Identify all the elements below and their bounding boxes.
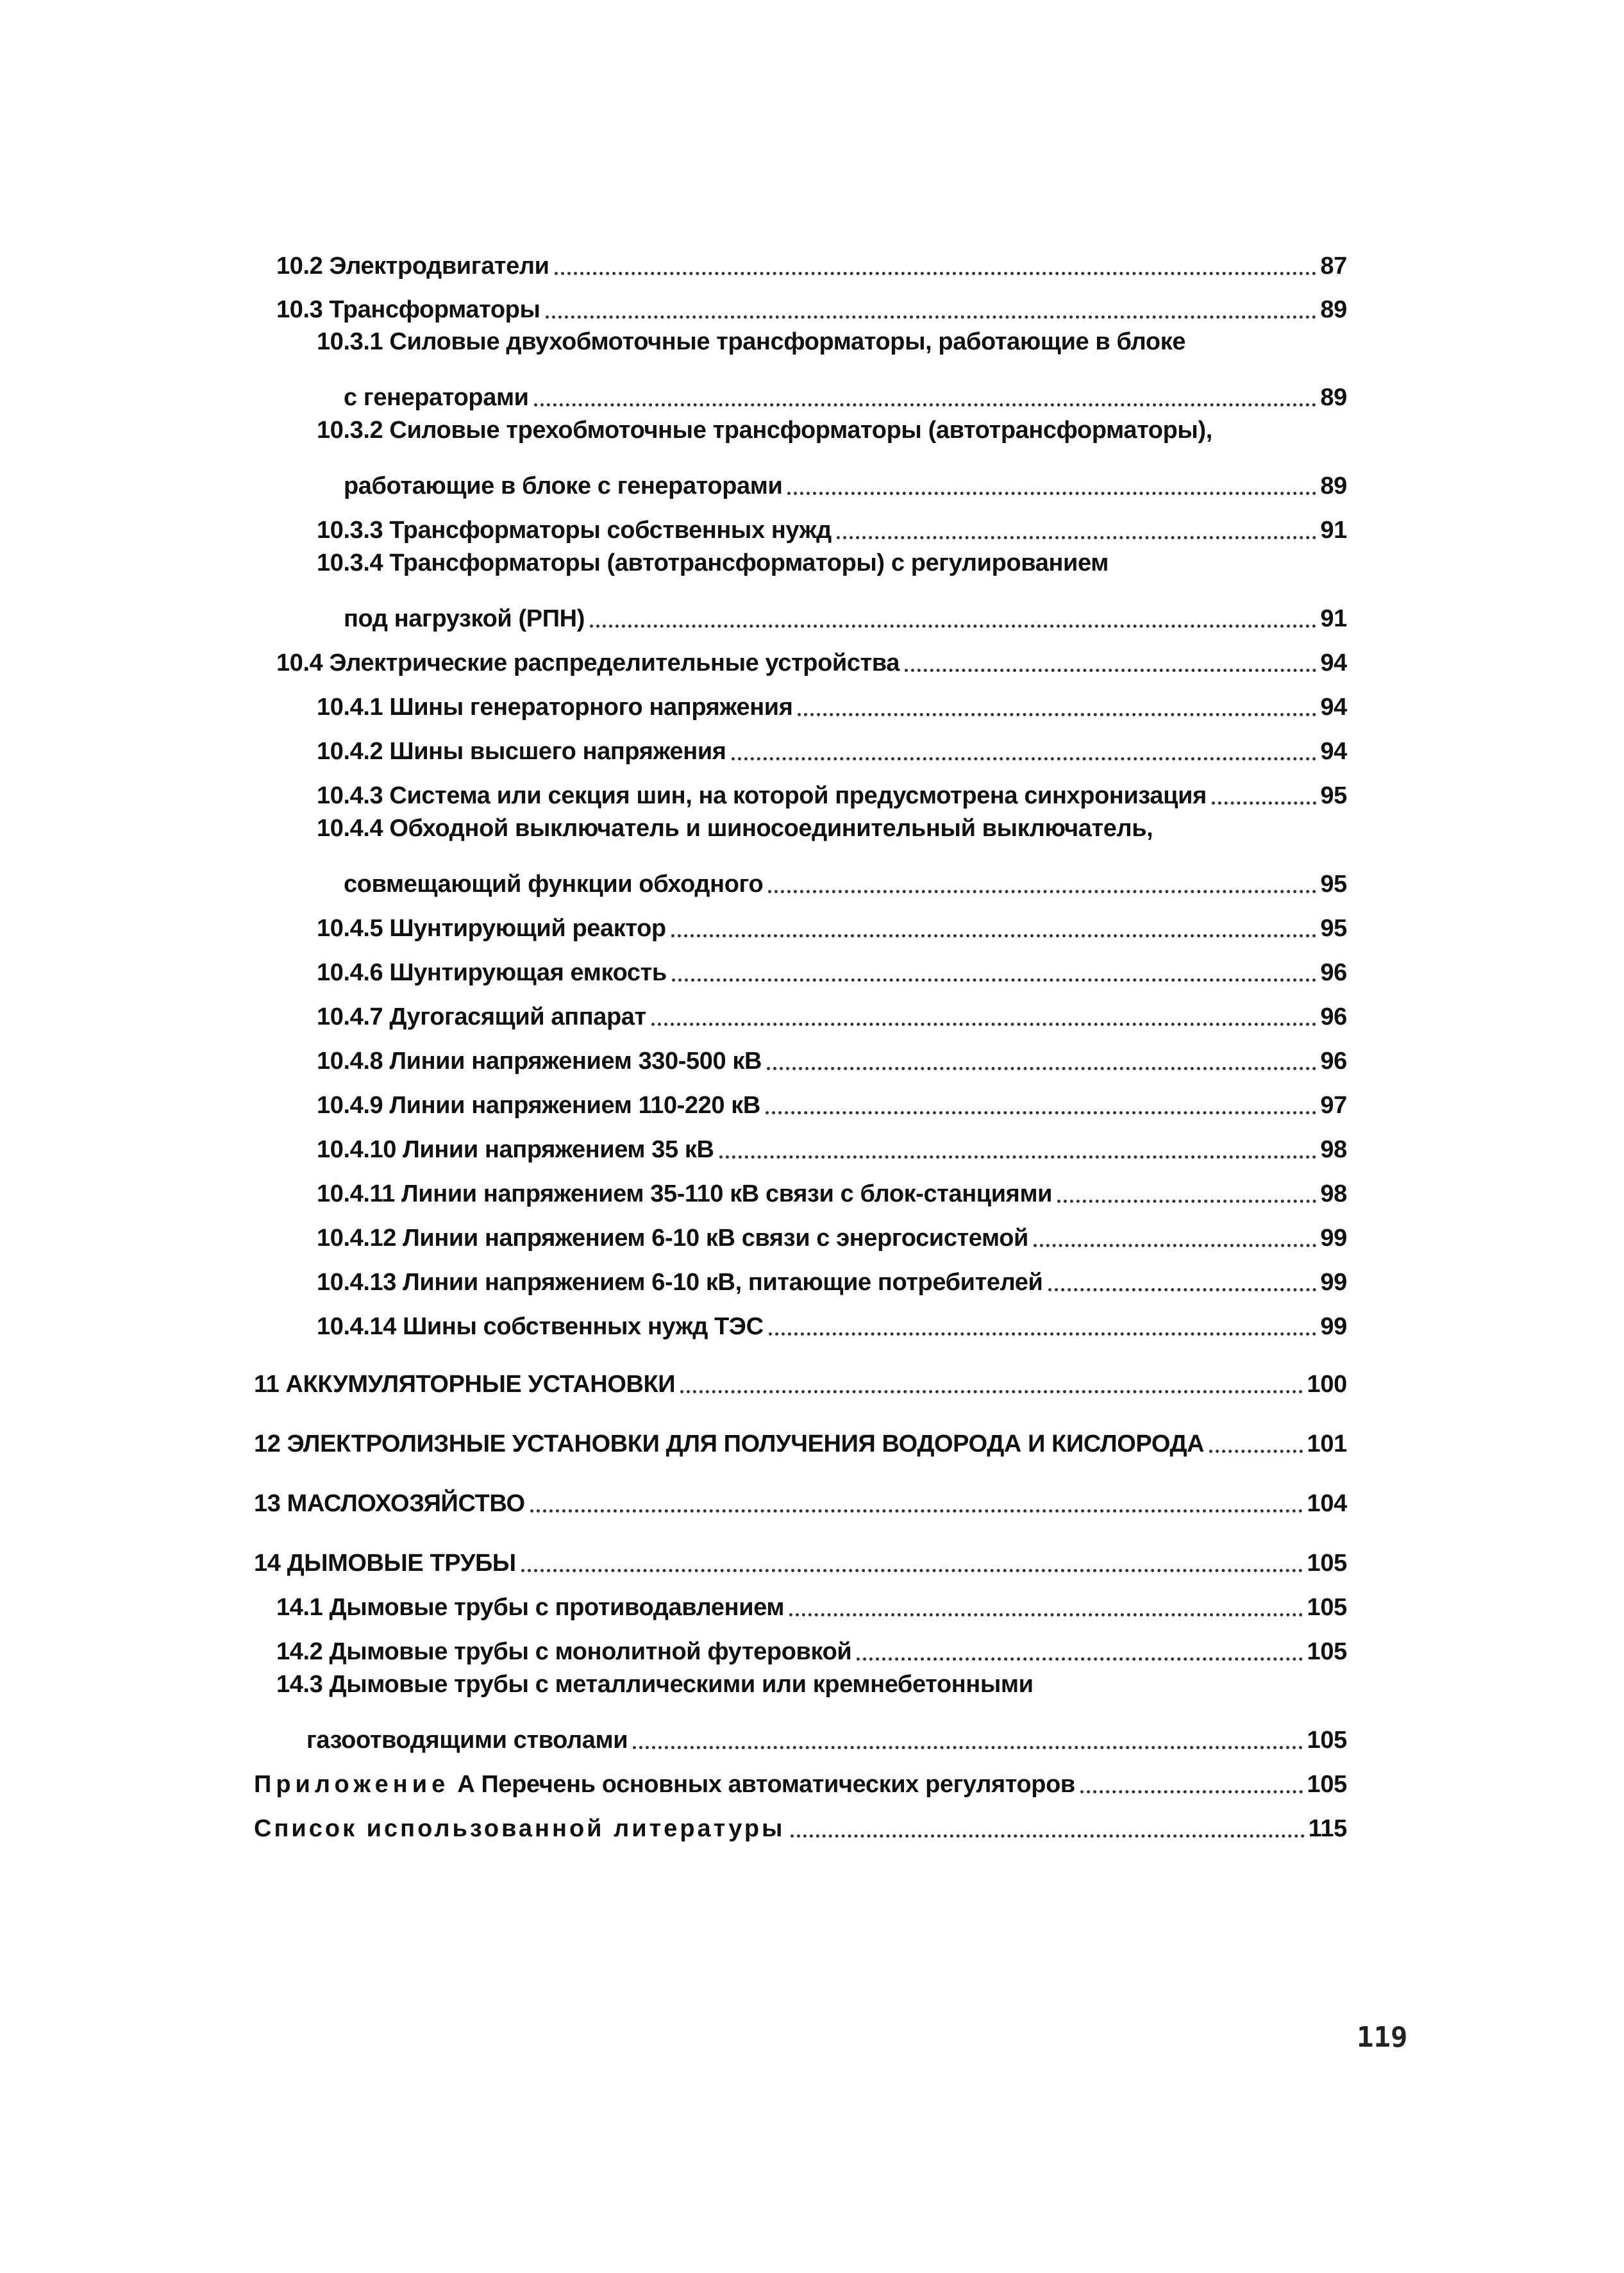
toc-leader-dots <box>732 757 1316 760</box>
toc-entry-title: 12 ЭЛЕКТРОЛИЗНЫЕ УСТАНОВКИ ДЛЯ ПОЛУЧЕНИЯ ВОДОРОДА И КИСЛОРОДА <box>254 1430 1205 1457</box>
toc-entry[interactable] <box>317 1300 1347 1341</box>
toc-leader-dots <box>555 272 1316 275</box>
toc-leader-dots <box>766 1111 1316 1114</box>
toc-entry-page: 99 <box>1320 1269 1347 1296</box>
toc-entry-title: 11 АККУМУЛЯТОРНЫЕ УСТАНОВКИ <box>254 1371 676 1398</box>
toc-entry[interactable] <box>276 1625 1347 1666</box>
toc-entry[interactable] <box>317 1079 1347 1120</box>
toc-entry-title: 14.1 Дымовые трубы с противодавлением <box>276 1594 785 1621</box>
toc-entry-title: 10.2 Электродвигатели <box>276 253 549 280</box>
toc-entry-page: 99 <box>1320 1313 1347 1340</box>
toc-entry-title: 10.4.4 Обходной выключатель и шиносоединительный выключатель, <box>317 815 1153 842</box>
toc-entry[interactable] <box>317 415 1347 457</box>
toc-entry-title: 14 ДЫМОВЫЕ ТРУБЫ <box>254 1550 516 1577</box>
toc-entry-page: 91 <box>1320 605 1347 632</box>
toc-entry-page: 100 <box>1307 1371 1347 1398</box>
toc-leader-dots <box>837 536 1316 539</box>
toc-entry[interactable] <box>317 1212 1347 1253</box>
toc-entry[interactable] <box>317 769 1347 810</box>
toc-entry-page: 89 <box>1320 384 1347 411</box>
toc-entry-page: 97 <box>1320 1092 1347 1119</box>
toc-entry-title: 10.4.6 Шунтирующая емкость <box>317 959 667 986</box>
toc-entry-title: под нагрузкой (РПН) <box>344 605 585 632</box>
toc-entry[interactable] <box>317 327 1347 368</box>
toc-entry-title: 10.4.13 Линии напряжением 6-10 кВ, питающие потребителей <box>317 1269 1043 1296</box>
toc-entry[interactable] <box>317 1256 1347 1297</box>
toc-entry[interactable] <box>317 1035 1347 1076</box>
toc-entry[interactable] <box>317 548 1347 589</box>
toc-leader-dots <box>905 669 1316 672</box>
toc-leader-dots <box>719 1155 1316 1159</box>
toc-entry-references[interactable] <box>254 1802 1347 1843</box>
toc-entry-title: 10.3.4 Трансформаторы (автотрансформаторы) с регулированием <box>317 549 1109 576</box>
toc-entry-page: 96 <box>1320 959 1347 986</box>
toc-entry-title: 10.3 Трансформаторы <box>276 296 540 323</box>
toc-entry[interactable] <box>276 1581 1347 1622</box>
toc-entry[interactable] <box>317 991 1347 1032</box>
toc-leader-dots <box>671 934 1316 937</box>
toc-leader-dots <box>769 1332 1316 1336</box>
toc-entry-title: Список использованной литературы <box>254 1815 785 1842</box>
toc-entry-page: 94 <box>1320 694 1347 721</box>
toc-entry-page: 91 <box>1320 517 1347 544</box>
toc-leader-dots <box>1080 1790 1303 1793</box>
toc-entry-title: 10.4.9 Линии напряжением 110-220 кВ <box>317 1092 760 1119</box>
toc-leader-dots <box>1212 801 1316 805</box>
toc-entry-title: 14.3 Дымовые трубы с металлическими или кремнебетонными <box>276 1671 1034 1698</box>
toc-leader-dots <box>1209 1450 1303 1453</box>
toc-entry-page: 89 <box>1320 296 1347 323</box>
toc-entry[interactable] <box>276 283 1347 324</box>
page-number: 119 <box>1357 2021 1408 2054</box>
toc-leader-dots <box>651 1023 1316 1026</box>
toc-entry-page: 95 <box>1320 871 1347 898</box>
toc-entry-continuation[interactable] <box>344 460 1347 501</box>
toc-entry-title: 10.4.5 Шунтирующий реактор <box>317 915 666 942</box>
toc-entry-title: с генераторами <box>344 384 529 411</box>
toc-entry[interactable] <box>276 1670 1347 1711</box>
toc-entry-title: 10.3.1 Силовые двухобмоточные трансформаторы, работающие в блоке <box>317 328 1186 355</box>
toc-entry-title: совмещающий функции обходного <box>344 871 764 898</box>
toc-leader-dots <box>530 1509 1303 1513</box>
toc-leader-dots <box>633 1746 1303 1749</box>
toc-entry-title: 10.4.7 Дугогасящий аппарат <box>317 1003 646 1030</box>
toc-entry[interactable] <box>254 1477 1347 1518</box>
toc-leader-dots <box>767 1067 1316 1070</box>
toc-entry-prefix: Приложение <box>254 1771 450 1798</box>
toc-leader-dots <box>1057 1200 1316 1203</box>
toc-entry-page: 89 <box>1320 473 1347 499</box>
toc-leader-dots <box>534 403 1316 407</box>
toc-entry[interactable] <box>317 681 1347 722</box>
toc-entry-page: 95 <box>1320 782 1347 809</box>
toc-leader-dots <box>791 1834 1305 1838</box>
toc-entry-continuation[interactable] <box>344 858 1347 899</box>
toc-entry-page: 98 <box>1320 1180 1347 1207</box>
toc-leader-dots <box>798 713 1316 716</box>
toc-entry[interactable] <box>254 1418 1347 1459</box>
toc-entry-title: 10.3.2 Силовые трехобмоточные трансформаторы (автотрансформаторы), <box>317 417 1212 444</box>
toc-entry[interactable] <box>254 1537 1347 1578</box>
toc-entry-page: 104 <box>1307 1490 1347 1517</box>
toc-entry-title: 10.4.12 Линии напряжением 6-10 кВ связи с энергосистемой <box>317 1225 1028 1252</box>
toc-leader-dots <box>590 625 1316 628</box>
toc-entry-title: А Перечень основных автоматических регуляторов <box>457 1771 1075 1798</box>
toc-entry[interactable] <box>276 637 1347 678</box>
toc-entry-continuation[interactable] <box>344 371 1347 412</box>
toc-entry[interactable] <box>276 240 1347 281</box>
toc-entry-title: газоотводящими стволами <box>306 1727 628 1754</box>
toc-leader-dots <box>857 1657 1303 1661</box>
toc-leader-dots <box>672 978 1316 982</box>
toc-entry-page: 99 <box>1320 1225 1347 1252</box>
toc-leader-dots <box>768 890 1316 893</box>
toc-entry-page: 96 <box>1320 1003 1347 1030</box>
toc-leader-dots <box>546 315 1316 319</box>
toc-entry-continuation[interactable] <box>306 1714 1347 1755</box>
toc-entry-title: 10.4.3 Система или секция шин, на которой предусмотрена синхронизация <box>317 782 1207 809</box>
toc-entry[interactable] <box>254 1358 1347 1399</box>
toc-entry[interactable] <box>317 902 1347 943</box>
toc-entry-title: работающие в блоке с генераторами <box>344 473 783 499</box>
toc-entry[interactable] <box>317 1123 1347 1164</box>
toc-leader-dots <box>680 1390 1303 1393</box>
toc-entry-appendix[interactable] <box>254 1758 1347 1799</box>
toc-entry[interactable] <box>317 725 1347 766</box>
toc-entry-page: 94 <box>1320 650 1347 676</box>
toc-entry-page: 95 <box>1320 915 1347 942</box>
toc-entry-title: 13 МАСЛОХОЗЯЙСТВО <box>254 1490 525 1517</box>
toc-entry-page: 98 <box>1320 1136 1347 1163</box>
toc-entry-title: 14.2 Дымовые трубы с монолитной футеровкой <box>276 1638 852 1665</box>
toc-entry-title: 10.4.8 Линии напряжением 330-500 кВ <box>317 1048 762 1075</box>
toc-entry-page: 94 <box>1320 738 1347 765</box>
toc-entry-title: 10.4.14 Шины собственных нужд ТЭС <box>317 1313 764 1340</box>
toc-entry-title: 10.4.11 Линии напряжением 35-110 кВ связи с блок-станциями <box>317 1180 1053 1207</box>
toc-entry-page: 105 <box>1307 1727 1347 1754</box>
toc-leader-dots <box>1034 1244 1316 1247</box>
toc-entry-page: 105 <box>1307 1638 1347 1665</box>
toc-entry-page: 87 <box>1320 253 1347 280</box>
toc-entry-title: 10.4.10 Линии напряжением 35 кВ <box>317 1136 714 1163</box>
toc-entry-title: 10.3.3 Трансформаторы собственных нужд <box>317 517 832 544</box>
toc-leader-dots <box>521 1569 1303 1572</box>
toc-entry-title: 10.4 Электрические распределительные устройства <box>276 650 900 676</box>
toc-entry[interactable] <box>317 946 1347 987</box>
toc-leader-dots <box>1048 1288 1317 1291</box>
toc-entry-page: 105 <box>1307 1771 1347 1798</box>
toc-entry-continuation[interactable] <box>344 592 1347 633</box>
toc-entry-page: 105 <box>1307 1550 1347 1577</box>
toc-entry-page: 105 <box>1307 1594 1347 1621</box>
toc-entry[interactable] <box>317 814 1347 855</box>
toc-leader-dots <box>789 1613 1303 1616</box>
toc-entry-title: 10.4.1 Шины генераторного напряжения <box>317 694 793 721</box>
toc-leader-dots <box>787 492 1316 495</box>
toc-entry[interactable] <box>317 504 1347 545</box>
toc-entry-title: 10.4.2 Шины высшего напряжения <box>317 738 726 765</box>
toc-entry-page: 96 <box>1320 1048 1347 1075</box>
toc-entry[interactable] <box>317 1168 1347 1209</box>
toc-entry-page: 115 <box>1308 1815 1347 1842</box>
toc-entry-page: 101 <box>1307 1430 1347 1457</box>
